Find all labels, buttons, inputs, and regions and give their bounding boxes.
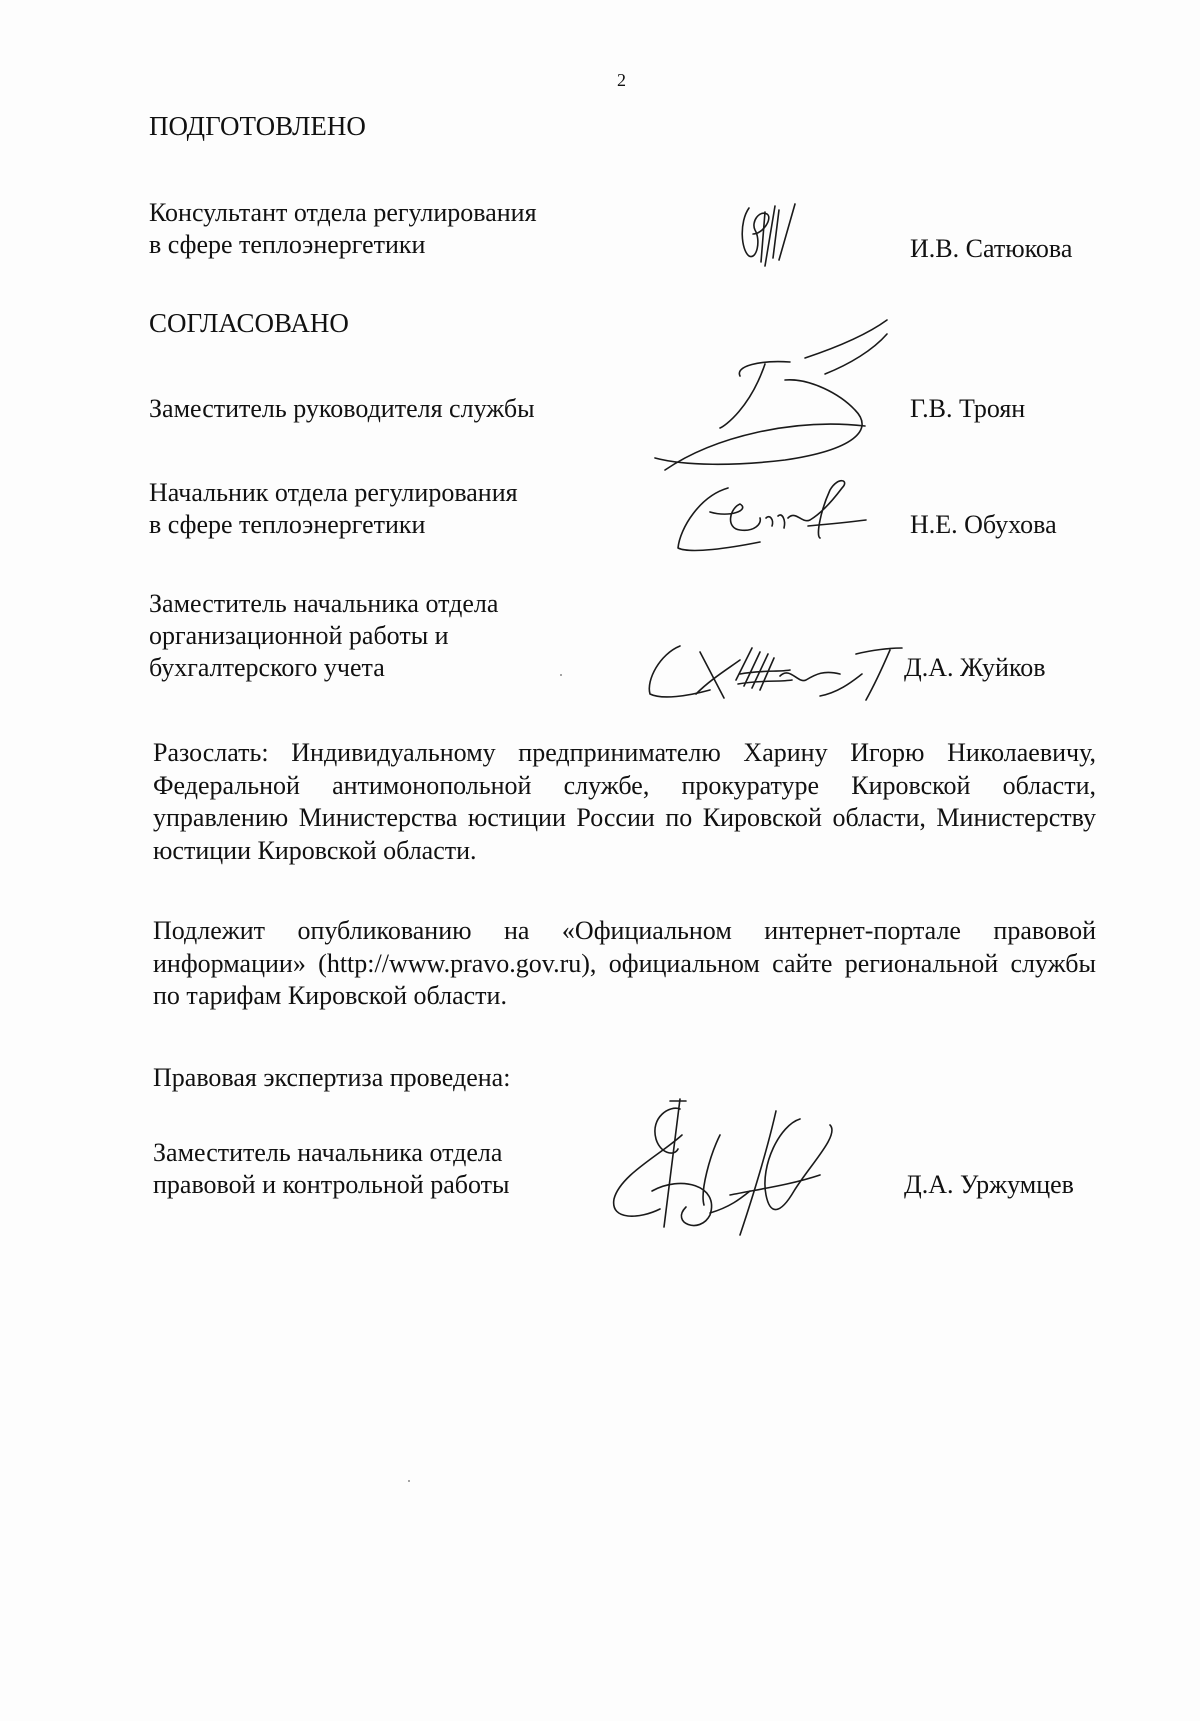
signature-obukhova <box>670 468 870 558</box>
signatory-title-line: правовой и контрольной работы <box>153 1170 510 1199</box>
signatory-name: И.В. Сатюкова <box>910 234 1073 263</box>
signatory-title-line: в сфере теплоэнергетики <box>149 510 426 539</box>
prepared-heading: ПОДГОТОВЛЕНО <box>149 111 366 141</box>
signatory-title-line: в сфере теплоэнергетики <box>149 230 426 259</box>
signature-zhuykov <box>640 640 910 710</box>
agreed-heading: СОГЛАСОВАНО <box>149 308 349 338</box>
signatory-name: Д.А. Жуйков <box>904 653 1046 682</box>
signature-satyukova <box>735 200 805 275</box>
signatory-title-line: Заместитель руководителя службы <box>149 394 535 423</box>
signatory-title-line: Начальник отдела регулирования <box>149 478 518 507</box>
distribution-paragraph: Разослать: Индивидуальному предпринимателю Харину Игорю Николаевичу, Федеральной антимонопольной службе, прокуратуре Кировской области, управлению Министерства юстиции России по Кировской области, Министерству юстиции Кировской области. <box>153 738 1096 865</box>
signatory-name: Н.Е. Обухова <box>910 510 1057 539</box>
signatory-title-line: Заместитель начальника отдела <box>149 589 499 618</box>
signatory-title-line: организационной работы и <box>149 621 449 650</box>
signatory-title-line: Заместитель начальника отдела <box>153 1138 503 1167</box>
signatory-title-line: бухгалтерского учета <box>149 653 385 682</box>
legal-review-heading: Правовая экспертиза проведена: <box>153 1063 511 1092</box>
signature-urzhumtsev <box>590 1095 850 1245</box>
signatory-name: Г.В. Троян <box>910 394 1026 423</box>
publication-paragraph: Подлежит опубликованию на «Официальном интернет-портале правовой информации» (http://www.pravo.gov.ru), официальном сайте региональной службы по тарифам Кировской области. <box>153 916 1096 1010</box>
page-number: 2 <box>617 70 626 90</box>
scan-speck <box>560 674 562 676</box>
scan-speck <box>408 1480 410 1482</box>
signatory-title-line: Консультант отдела регулирования <box>149 198 537 227</box>
signatory-name: Д.А. Уржумцев <box>904 1170 1074 1199</box>
signature-troyan <box>625 318 895 478</box>
